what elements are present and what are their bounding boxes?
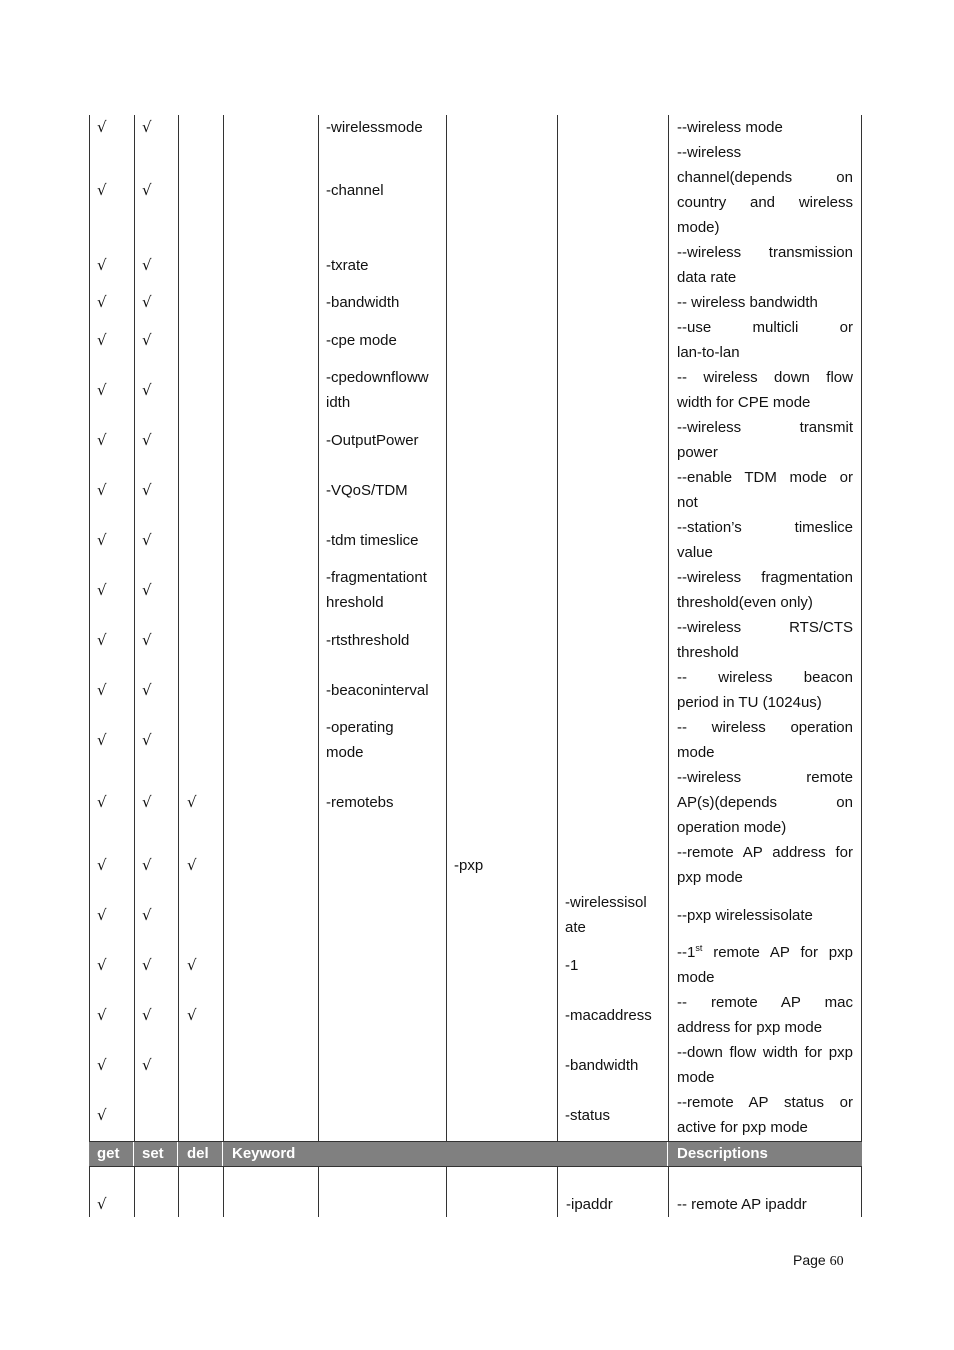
- table-row: [89, 240, 862, 290]
- description-cell: --wireless remote AP(s)(depends on operation mode): [677, 769, 853, 836]
- header-separator: [222, 1142, 223, 1166]
- keyword-cell: -cpe mode: [326, 331, 397, 349]
- header-keyword: Keyword: [232, 1145, 296, 1162]
- description-cell: --wireless transmission data rate: [677, 244, 853, 286]
- subkeyword-cell: -macaddress: [565, 1006, 652, 1024]
- set-check: √: [142, 430, 152, 449]
- table-row: [89, 615, 862, 665]
- table-row: [89, 990, 862, 1040]
- header-separator: [133, 1142, 134, 1166]
- description-cell: -- remote AP ipaddr: [677, 1196, 807, 1213]
- get-check: √: [97, 380, 107, 399]
- table-row: [89, 315, 862, 365]
- get-check: √: [97, 855, 107, 874]
- keyword-cell: -VQoS/TDM: [326, 481, 408, 499]
- header-descriptions: Descriptions: [677, 1145, 768, 1162]
- description-cell: -- wireless down flow width for CPE mode: [677, 369, 853, 411]
- keyword-cell: -tdm timeslice: [326, 531, 419, 549]
- keyword-cell: -remotebs: [326, 794, 394, 811]
- description-cell: --wireless channel(depends on country and wireless mode): [677, 144, 853, 236]
- subkeyword-cell: -wirelessisol ate: [565, 894, 647, 936]
- table-row: [89, 765, 862, 840]
- set-check: √: [142, 1005, 152, 1024]
- keyword-cell: -bandwidth: [326, 294, 400, 311]
- description-cell: -- remote AP mac address for pxp mode: [677, 994, 853, 1036]
- page-number-value: 60: [829, 1254, 844, 1269]
- set-check: √: [142, 680, 152, 699]
- get-check: √: [97, 630, 107, 649]
- keyword-cell: -beaconinterval: [326, 681, 429, 699]
- description-cell: --remote AP status or active for pxp mode: [677, 1094, 853, 1136]
- get-check: √: [97, 1105, 107, 1124]
- set-check: √: [142, 530, 152, 549]
- set-check: √: [142, 630, 152, 649]
- page-number: [793, 1252, 844, 1270]
- get-check: √: [97, 1195, 107, 1213]
- set-check: √: [142, 1055, 152, 1074]
- set-check: √: [142, 180, 152, 199]
- description-cell: --down flow width for pxp mode: [677, 1044, 853, 1086]
- header-separator: [177, 1142, 178, 1166]
- set-check: √: [142, 905, 152, 924]
- keyword-cell: -txrate: [326, 256, 369, 274]
- description-cell: --station’s timeslice value: [677, 519, 853, 561]
- subkeyword-cell: -status: [565, 1106, 611, 1124]
- table-row: [89, 665, 862, 715]
- set-check: √: [142, 580, 152, 599]
- header-separator: [667, 1142, 668, 1166]
- get-check: √: [97, 580, 107, 599]
- table-row: [89, 415, 862, 465]
- get-check: √: [97, 330, 107, 349]
- table-row: [89, 140, 862, 240]
- get-check: √: [97, 480, 107, 499]
- subkeyword-cell: -1: [565, 956, 579, 974]
- del-check: √: [187, 793, 197, 811]
- get-check: √: [97, 955, 107, 974]
- description-cell: -- wireless bandwidth: [677, 294, 818, 311]
- subkeyword-cell: -ipaddr: [566, 1196, 613, 1213]
- table-row: [89, 1090, 862, 1140]
- set-check: √: [142, 255, 152, 274]
- description-cell: --remote AP address for pxp mode: [677, 844, 853, 886]
- table-row: [89, 565, 862, 615]
- table-row-ipaddr: [89, 1167, 862, 1217]
- keyword-cell: -wirelessmode: [326, 119, 423, 136]
- set-check: √: [142, 793, 152, 811]
- keyword-cell: -operating mode: [326, 719, 394, 761]
- keyword-cell: -cpedownfloww idth: [326, 369, 429, 411]
- del-check: √: [187, 855, 197, 874]
- set-check: √: [142, 380, 152, 399]
- del-check: √: [187, 955, 197, 974]
- description-cell: -- wireless beacon period in TU (1024us): [677, 669, 853, 711]
- mode-keyword-cell: -pxp: [454, 856, 484, 874]
- table-row: [89, 515, 862, 565]
- description-cell: --wireless RTS/CTS threshold: [677, 619, 853, 661]
- table-row: [89, 115, 862, 140]
- table-row: [89, 1040, 862, 1090]
- get-check: √: [97, 680, 107, 699]
- get-check: √: [97, 1055, 107, 1074]
- subkeyword-cell: -bandwidth: [565, 1056, 639, 1074]
- set-check: √: [142, 118, 152, 136]
- get-check: √: [97, 180, 107, 199]
- get-check: √: [97, 255, 107, 274]
- del-check: √: [187, 1005, 197, 1024]
- table-row: [89, 365, 862, 415]
- description-cell: --enable TDM mode or not: [677, 469, 853, 511]
- description-cell: --wireless transmit power: [677, 419, 853, 461]
- description-cell: --use multicli or lan-to-lan: [677, 319, 853, 361]
- get-check: √: [97, 730, 107, 749]
- set-check: √: [142, 855, 152, 874]
- set-check: √: [142, 480, 152, 499]
- table-header-row: [89, 1141, 862, 1167]
- page-label: Page: [793, 1252, 826, 1268]
- get-check: √: [97, 1005, 107, 1024]
- get-check: √: [97, 530, 107, 549]
- table-row: [89, 715, 862, 765]
- table-row: [89, 940, 862, 990]
- keyword-cell: -rtsthreshold: [326, 631, 410, 649]
- set-check: √: [142, 293, 152, 311]
- command-table: [89, 115, 862, 1217]
- description-cell: -- wireless operation mode: [677, 719, 853, 761]
- header-del: del: [187, 1145, 209, 1162]
- header-get: get: [97, 1145, 120, 1162]
- table-row: [89, 290, 862, 315]
- header-set: set: [142, 1145, 164, 1162]
- get-check: √: [97, 793, 107, 811]
- set-check: √: [142, 330, 152, 349]
- table-row: [89, 465, 862, 515]
- table-row: [89, 890, 862, 940]
- description-cell: --wireless mode: [677, 119, 783, 136]
- keyword-cell: -channel: [326, 181, 384, 199]
- get-check: √: [97, 430, 107, 449]
- keyword-cell: -fragmentationt hreshold: [326, 569, 427, 611]
- get-check: √: [97, 293, 107, 311]
- table-row: [89, 840, 862, 890]
- description-cell: --wireless fragmentation threshold(even only): [677, 569, 853, 611]
- keyword-cell: -OutputPower: [326, 431, 419, 449]
- get-check: √: [97, 118, 107, 136]
- description-cell: --1st remote AP for pxp mode: [677, 943, 853, 986]
- get-check: √: [97, 905, 107, 924]
- set-check: √: [142, 955, 152, 974]
- description-cell: --pxp wirelessisolate: [677, 906, 813, 924]
- set-check: √: [142, 730, 152, 749]
